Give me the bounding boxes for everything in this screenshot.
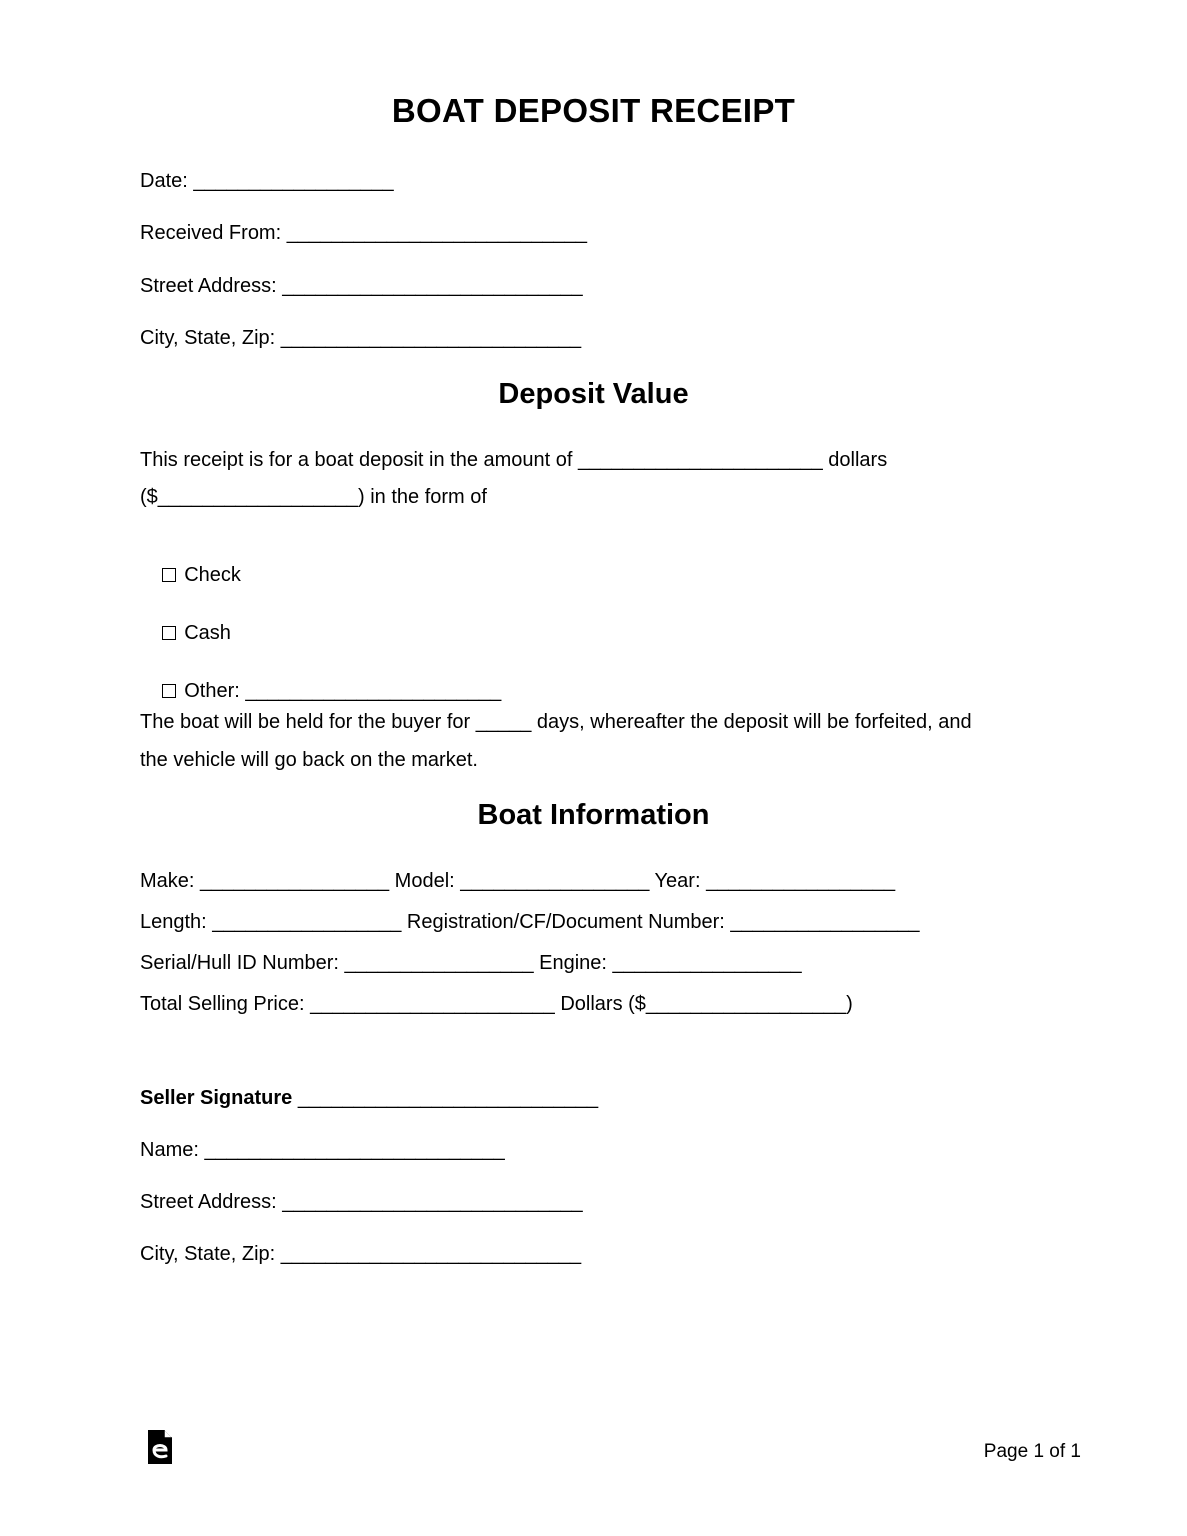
boat-information-heading: Boat Information — [477, 799, 710, 831]
date-field[interactable]: Date: __________________ — [140, 170, 394, 192]
make-model-year-row[interactable]: Make: _________________ Model: _________________ Year: _________________ — [140, 870, 896, 892]
seller-street-address-field[interactable]: Street Address: ___________________________ — [140, 1191, 583, 1213]
seller-signature-line[interactable]: ___________________________ — [292, 1087, 599, 1109]
other-checkbox-icon[interactable] — [162, 684, 176, 698]
length-registration-row[interactable]: Length: _________________ Registration/CF/Document Number: _________________ — [140, 911, 920, 933]
serial-engine-row[interactable]: Serial/Hull ID Number: _________________ Engine: _________________ — [140, 952, 802, 974]
total-selling-price-row[interactable]: Total Selling Price: ______________________ Dollars ($__________________) — [140, 993, 853, 1015]
street-address-field[interactable]: Street Address: ___________________________ — [140, 275, 583, 297]
seller-city-state-zip-field[interactable]: City, State, Zip: ___________________________ — [140, 1243, 582, 1265]
cash-checkbox-icon[interactable] — [162, 626, 176, 640]
received-from-field[interactable]: Received From: ___________________________ — [140, 222, 588, 244]
hold-period-line-1[interactable]: The boat will be held for the buyer for _____ days, whereafter the deposit will be forfeited, and — [140, 711, 972, 733]
deposit-amount-line-2[interactable]: ($__________________) in the form of — [140, 486, 487, 508]
check-checkbox-icon[interactable] — [162, 568, 176, 582]
document-title: BOAT DEPOSIT RECEIPT — [391, 92, 796, 129]
cash-option-label: Cash — [184, 622, 231, 644]
page-number: Page 1 of 1 — [983, 1441, 1081, 1462]
other-option-label[interactable]: Other: _______________________ — [184, 680, 502, 702]
deposit-value-heading: Deposit Value — [498, 378, 689, 410]
eforms-logo-icon — [146, 1428, 174, 1466]
seller-signature-label: Seller Signature — [140, 1087, 293, 1109]
seller-name-field[interactable]: Name: ___________________________ — [140, 1139, 505, 1161]
check-option-label: Check — [184, 564, 241, 586]
deposit-amount-line-1[interactable]: This receipt is for a boat deposit in the amount of ______________________ dollars — [140, 449, 888, 471]
city-state-zip-field[interactable]: City, State, Zip: ___________________________ — [140, 327, 582, 349]
hold-period-line-2: the vehicle will go back on the market. — [140, 749, 478, 771]
seller-signature-field[interactable] — [140, 1086, 598, 1110]
